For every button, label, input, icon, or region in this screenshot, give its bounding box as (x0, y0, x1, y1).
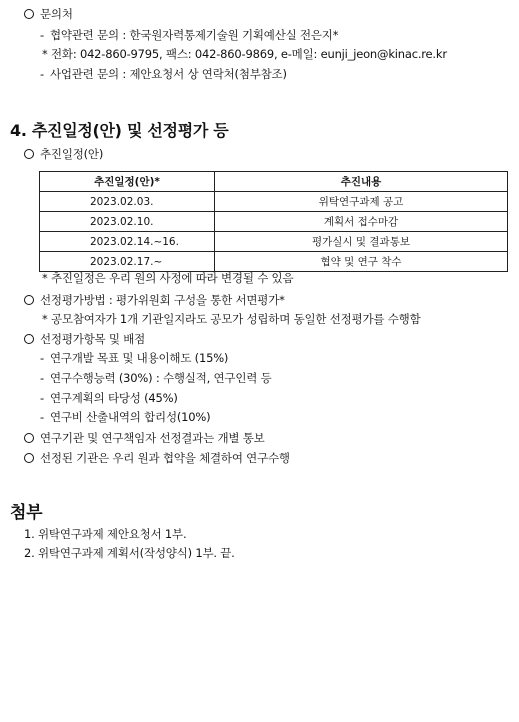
eval-method-note: * 공모참여자가 1개 기관일지라도 공모가 성립하며 동일한 선정평가를 수행함 (42, 312, 421, 326)
circle-bullet-icon (24, 295, 34, 305)
table-cell-date: 2023.02.17.~ (40, 252, 215, 272)
schedule-note: * 추진일정은 우리 원의 사정에 따라 변경될 수 있음 (42, 271, 294, 285)
contact-heading: 문의처 (24, 6, 73, 22)
schedule-table (39, 171, 508, 272)
table-header-content: 추진내용 (215, 172, 508, 192)
agreement-line: 선정된 기관은 우리 원과 협약을 체결하여 연구수행 (24, 450, 290, 466)
table-row (40, 212, 508, 232)
table-cell-content: 평가실시 및 결과통보 (215, 232, 508, 252)
circle-bullet-icon (24, 334, 34, 344)
table-cell-date: 2023.02.10. (40, 212, 215, 232)
table-row (40, 232, 508, 252)
eval-items-heading: 선정평가항목 및 배점 (24, 331, 145, 347)
business-inquiry-line: - 사업관련 문의 : 제안요청서 상 연락처(첨부참조) (40, 67, 287, 81)
notice-line: 연구기관 및 연구책임자 선정결과는 개별 통보 (24, 430, 265, 446)
eval-item: - 연구수행능력 (30%) : 수행실적, 연구인력 등 (40, 371, 272, 385)
contact-phone-line: * 전화: 042-860-9795, 팩스: 042-860-9869, e-메일: eunji_jeon@kinac.re.kr (42, 47, 447, 61)
table-cell-content: 협약 및 연구 착수 (215, 252, 508, 272)
table-header-row (40, 172, 508, 192)
table-cell-content: 위탁연구과제 공고 (215, 192, 508, 212)
schedule-heading: 추진일정(안) (24, 146, 103, 162)
table-cell-date: 2023.02.03. (40, 192, 215, 212)
section4-title: 4. 추진일정(안) 및 선정평가 등 (10, 121, 229, 140)
circle-bullet-icon (24, 9, 34, 19)
table-row (40, 192, 508, 212)
eval-item: - 연구계획의 타당성 (45%) (40, 391, 178, 405)
table-cell-content: 계획서 접수마감 (215, 212, 508, 232)
circle-bullet-icon (24, 453, 34, 463)
attachments-title: 첨부 (10, 503, 43, 523)
contract-inquiry-line: - 협약관련 문의 : 한국원자력통제기술원 기획예산실 전은지* (40, 28, 339, 42)
table-header-schedule: 추진일정(안)* (40, 172, 215, 192)
attachment-item: 2. 위탁연구과제 계획서(작성양식) 1부. 끝. (24, 546, 235, 560)
circle-bullet-icon (24, 433, 34, 443)
eval-item: - 연구비 산출내역의 합리성(10%) (40, 410, 211, 424)
table-cell-date: 2023.02.14.~16. (40, 232, 215, 252)
attachment-item: 1. 위탁연구과제 제안요청서 1부. (24, 527, 187, 541)
table-row (40, 252, 508, 272)
circle-bullet-icon (24, 149, 34, 159)
eval-item: - 연구개발 목표 및 내용이해도 (15%) (40, 351, 229, 365)
eval-method-line: 선정평가방법 : 평가위원회 구성을 통한 서면평가* (24, 292, 285, 308)
